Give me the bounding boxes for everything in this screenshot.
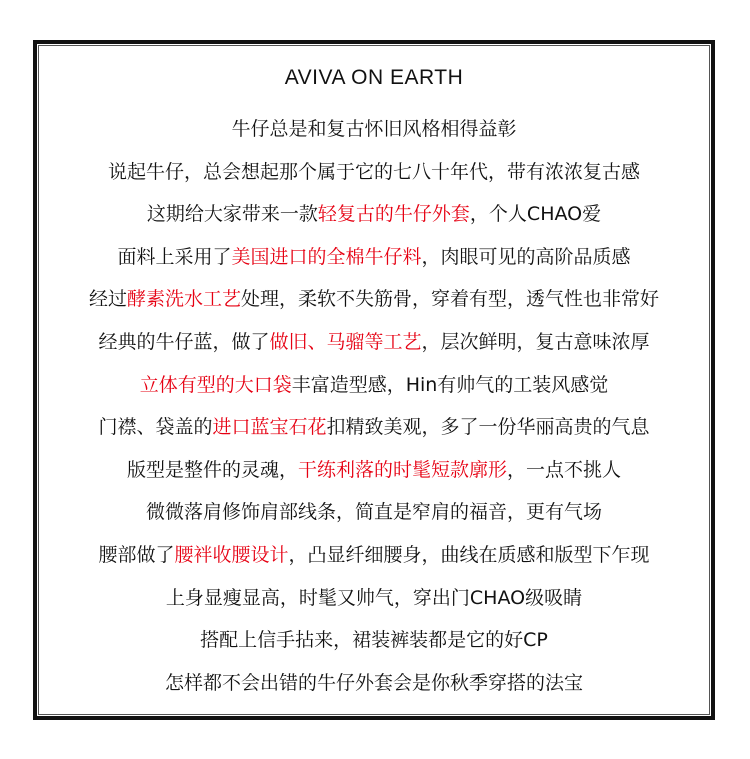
- description-line: [37, 662, 711, 705]
- highlight-text: 干练利落的时髦短款廓形: [297, 458, 507, 481]
- highlight-text: 轻复古的牛仔外套: [317, 203, 470, 226]
- body-text: ，凸显纤细腰身，曲线在质感和版型下乍现: [288, 543, 650, 566]
- body-text: ，层次鲜明，复古意味浓厚: [421, 330, 650, 353]
- description-line: [37, 321, 711, 364]
- highlight-text: 做旧、马骝等工艺: [269, 330, 422, 353]
- body-text: 门襟、袋盖的: [98, 416, 213, 439]
- body-text: 牛仔总是和复古怀旧风格相得益彰: [231, 118, 517, 140]
- description-line: [37, 406, 711, 449]
- description-line: [37, 108, 711, 151]
- body-text: 经过: [88, 288, 127, 311]
- description-line: [37, 619, 711, 662]
- body-text: 丰富造型感，Hin有帅气的工装风感觉: [291, 373, 609, 396]
- body-text: ，一点不挑人: [507, 458, 622, 481]
- description-line: [37, 193, 711, 236]
- description-line: [37, 534, 711, 577]
- body-text: 这期给大家带来一款: [146, 203, 318, 226]
- body-text: ，肉眼可见的高阶品质感: [421, 245, 631, 268]
- body-text: 怎样都不会出错的牛仔外套会是你秋季穿搭的法宝: [164, 671, 583, 694]
- body-text: 微微落肩修饰肩部线条，简直是窄肩的福音，更有气场: [145, 501, 602, 524]
- description-line: [37, 278, 711, 321]
- body-text: 经典的牛仔蓝，做了: [98, 330, 270, 353]
- page-title: AVIVA ON EARTH: [284, 66, 464, 89]
- body-text: 版型是整件的灵魂，: [126, 458, 298, 481]
- description-lines: [37, 108, 711, 704]
- body-text: 搭配上信手拈来，裙装裤装都是它的好CP: [200, 629, 548, 652]
- text-frame: [33, 40, 715, 720]
- description-line: [37, 151, 711, 194]
- highlight-text: 进口蓝宝石花: [212, 416, 327, 439]
- description-line: [37, 577, 711, 620]
- highlight-text: 腰袢收腰设计: [174, 543, 289, 566]
- highlight-text: 酵素洗水工艺: [126, 288, 241, 311]
- body-text: 扣精致美观，多了一份华丽高贵的气息: [326, 416, 650, 439]
- body-text: 面料上采用了: [117, 245, 232, 268]
- highlight-text: 美国进口的全棉牛仔料: [231, 245, 422, 268]
- body-text: 腰部做了: [98, 543, 175, 566]
- description-line: [37, 236, 711, 279]
- body-text: ，个人CHAO爱: [469, 203, 602, 226]
- body-text: 说起牛仔，总会想起那个属于它的七八十年代，带有浓浓复古感: [107, 160, 640, 183]
- body-text: 处理，柔软不失筋骨，穿着有型，透气性也非常好: [241, 288, 660, 311]
- description-line: [37, 364, 711, 407]
- description-line: [37, 449, 711, 492]
- body-text: 上身显瘦显高，时髦又帅气，穿出门CHAO级吸睛: [165, 586, 583, 609]
- highlight-text: 立体有型的大口袋: [139, 373, 292, 396]
- description-line: [37, 491, 711, 534]
